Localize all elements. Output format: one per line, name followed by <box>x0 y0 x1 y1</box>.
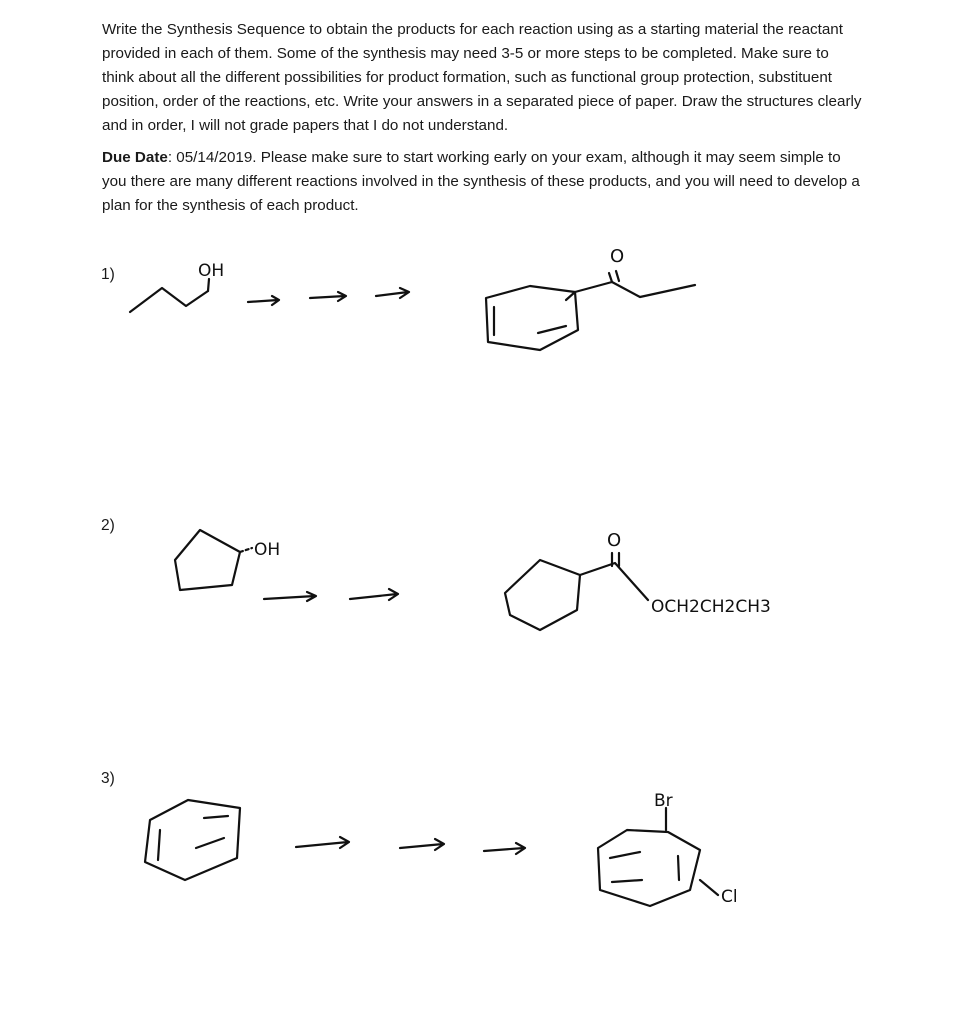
problem-2-arrows <box>264 589 398 601</box>
arrow-icon <box>310 292 346 301</box>
cyclopentane-ring-icon <box>175 530 240 590</box>
instructions-paragraph: Write the Synthesis Sequence to obtain the products for each reaction using as a starting material the reactant provided in each of them. Some of the synthesis may need 3-5 or more steps to be completed. Make sure to think about all the different possibilities for product formation, such as functional group protection, substituent position, order of the reactions, etc. Write your answers in a separated piece of paper. Draw the structures clearly and in order, I will not grade papers that I do not understand. <box>102 21 862 134</box>
problem-3-product <box>598 791 738 907</box>
arrow-icon <box>264 592 316 601</box>
problem-3-arrows <box>296 837 525 854</box>
arrow-icon <box>296 837 349 848</box>
problem-2-number: 2) <box>101 517 115 534</box>
problem-3-number: 3) <box>101 770 115 787</box>
arrow-icon <box>484 843 525 854</box>
product-2-ester-label: OCH2CH2CH3 <box>651 597 771 617</box>
due-date-text: : 05/14/2019. Please make sure to start working early on your exam, although it may seem simple to you there are many different reactions involved in the synthesis of these products, and you will need to develop a plan for the synthesis of each product. <box>102 149 860 214</box>
cyclopentane-ring-icon <box>505 560 580 630</box>
product-2-carbonyl-label: O <box>607 530 622 551</box>
reactant-2-oh-label: OH <box>254 540 281 560</box>
benzene-ring-icon <box>598 830 700 906</box>
problem-1-arrows <box>248 288 409 305</box>
problem-1-product <box>486 246 695 350</box>
problem-1-reactant <box>130 261 224 312</box>
reactant-1-oh-label: OH <box>198 261 225 281</box>
arrow-icon <box>350 589 398 600</box>
arrow-icon <box>376 288 409 298</box>
problem-1-number: 1) <box>101 266 115 283</box>
product-1-carbonyl-label: O <box>610 246 625 267</box>
product-3-bromo-label: Br <box>654 791 673 811</box>
product-3-chloro-label: Cl <box>721 887 738 907</box>
problem-2-product <box>505 530 771 630</box>
problem-3-reactant <box>145 800 240 880</box>
due-date-label: Due Date <box>102 149 168 166</box>
arrow-icon <box>248 296 279 305</box>
arrow-icon <box>400 839 444 850</box>
benzene-ring-icon <box>486 286 578 350</box>
problem-2-reactant <box>175 530 280 590</box>
